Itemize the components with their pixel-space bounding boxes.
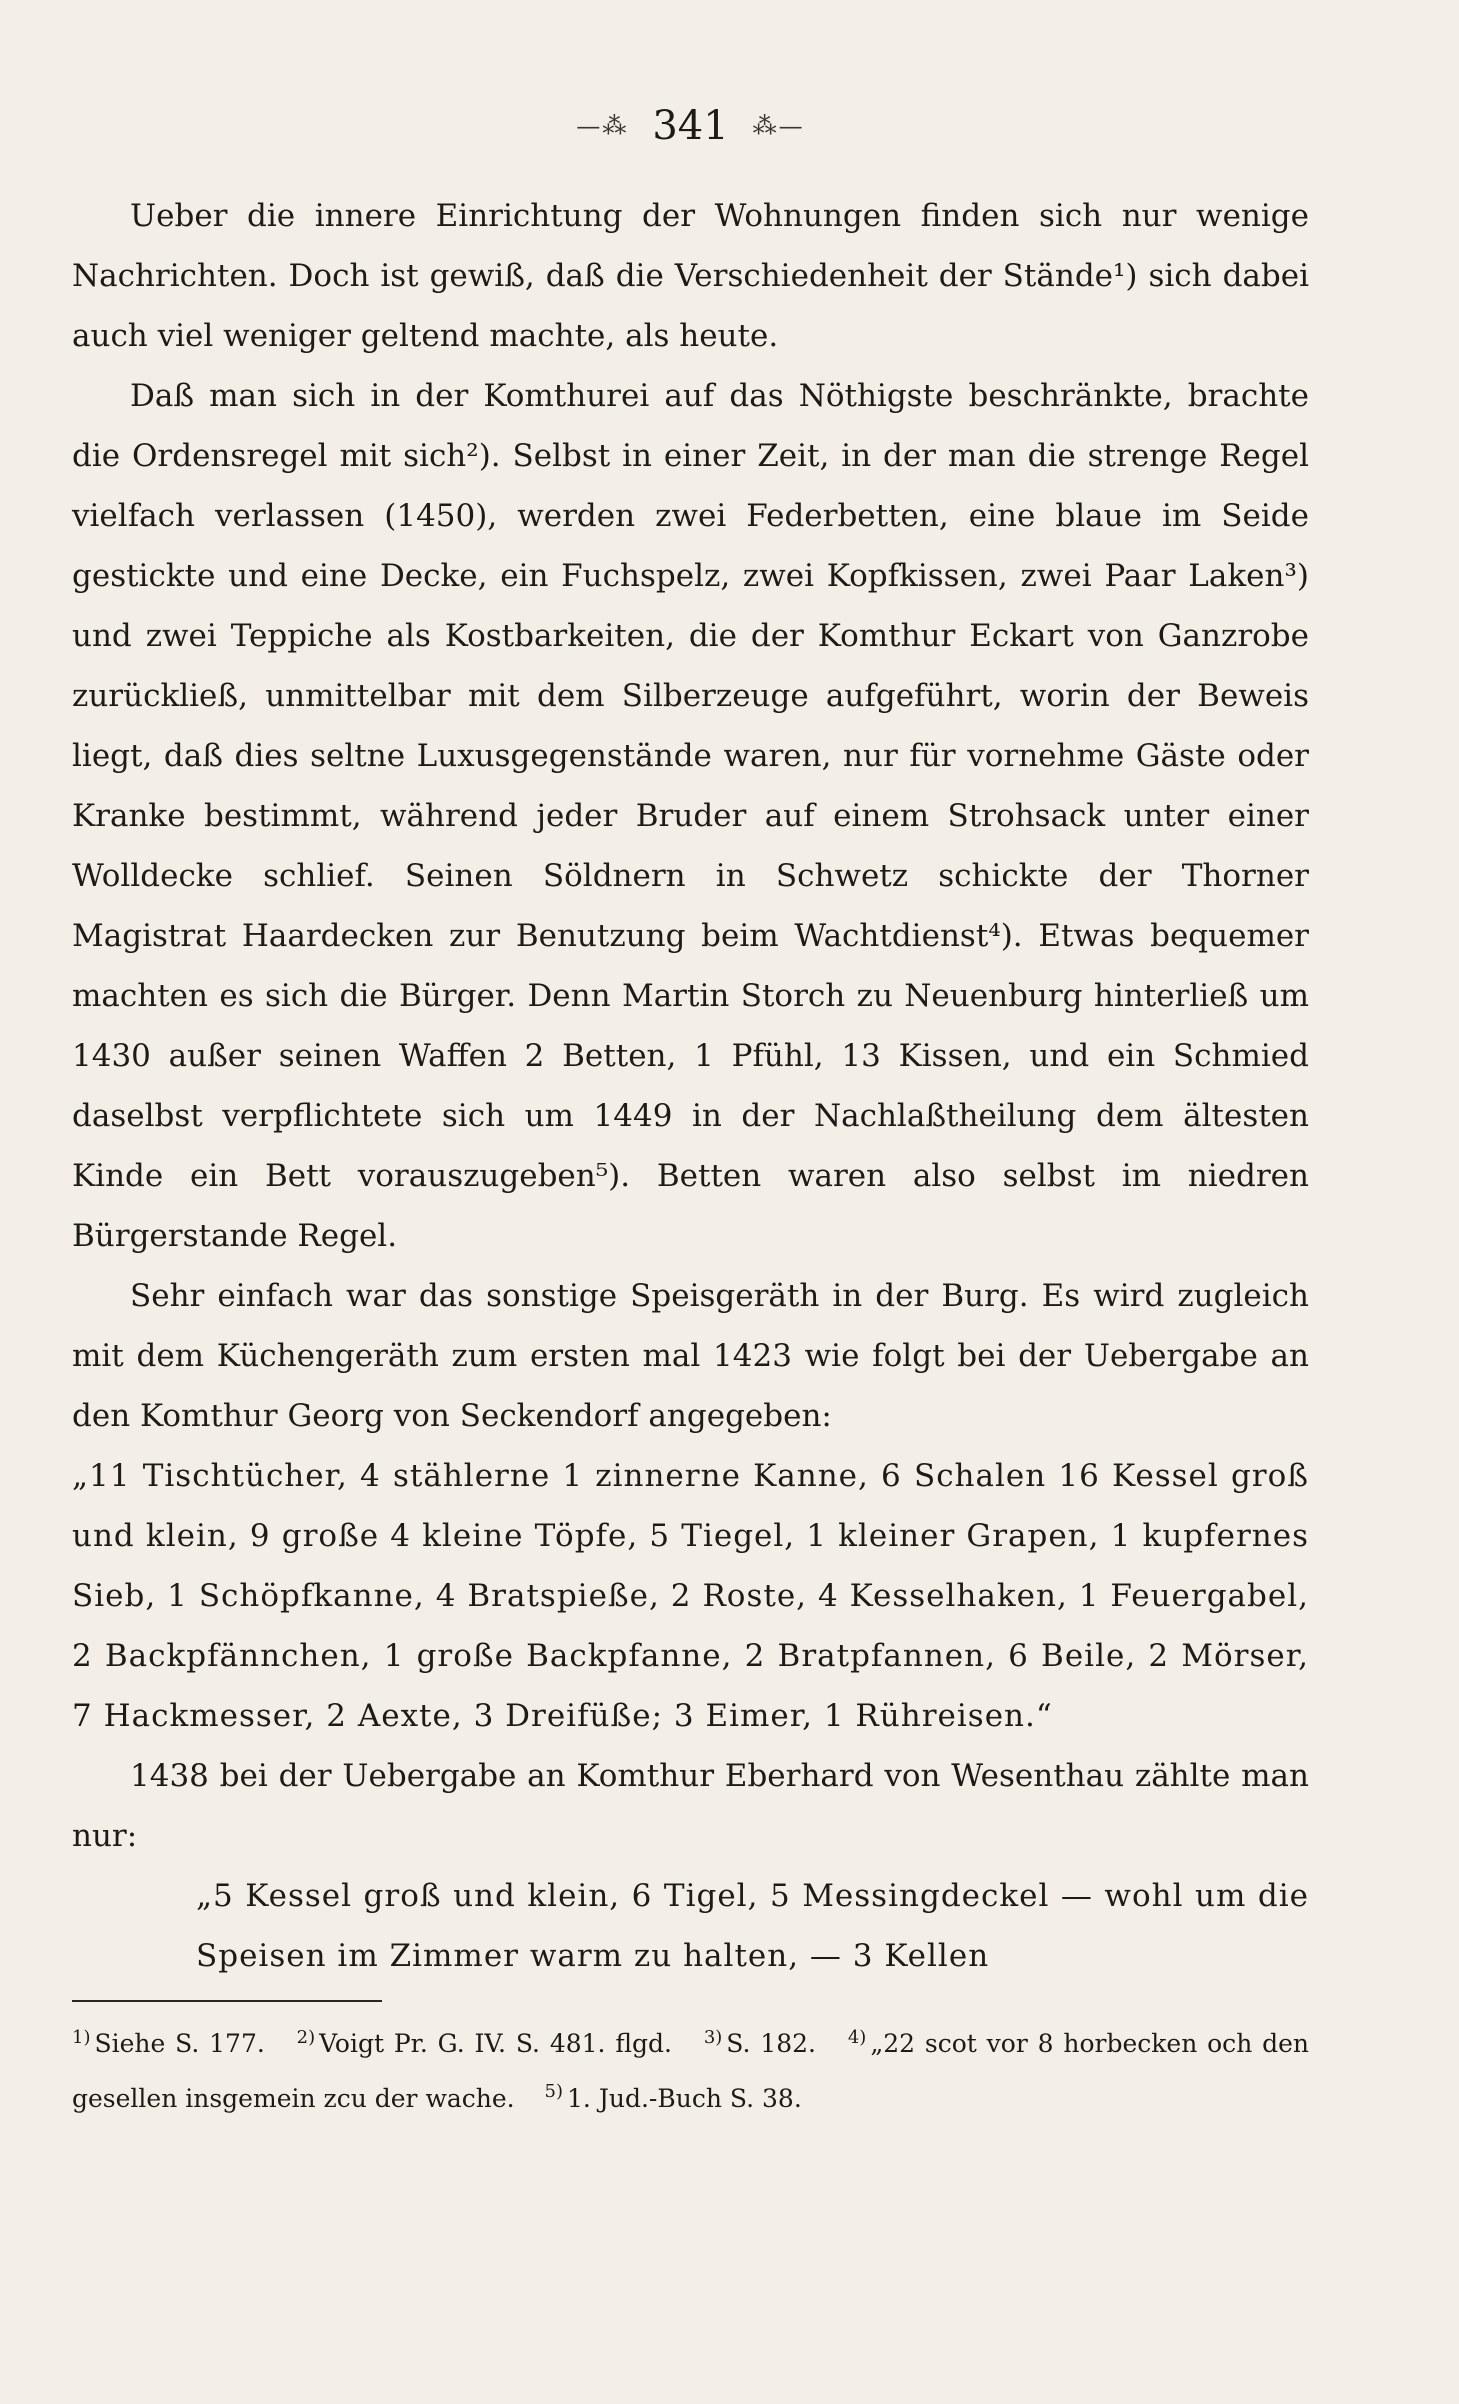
footnote-5: $^{5)}$ 1. Jud.-Buch S. 38. (544, 2081, 802, 2113)
quote-inventory-1423: „11 Tischtücher, 4 stählerne 1 zinnerne Kanne, 6 Schalen 16 Kessel groß und klein, 9 große 4 kleine Töpfe, 5 Tiegel, 1 kleiner Grapen, 1 kupfernes Sieb, 1 Schöpfkanne, 4 Bratspieße, 2 Roste, 4 Kesselhaken, 1 Feuergabel, 2 Backpfännchen, 1 große Backpfanne, 2 Bratpfannen, 6 Beile, 2 Mörser, 7 Hackmesser, 2 Aexte, 3 Dreifüße; 3 Eimer, 1 Rühreisen.“ (72, 1458, 1309, 1734)
page-header (72, 96, 1309, 156)
paragraph-1: Ueber die innere Einrichtung der Wohnungen finden sich nur wenige Nachrichten. Doch ist gewiß, daß die Verschiedenheit der Stände¹) sich dabei auch viel weniger geltend machte, als heute. (72, 198, 1309, 354)
footnote-divider (72, 2000, 382, 2002)
paragraph-4: 1438 bei der Uebergabe an Komthur Eberhard von Wesenthau zählte man nur: (72, 1758, 1309, 1854)
footnote-3: $^{3)}$ S. 182. (703, 2027, 816, 2059)
body-text (72, 186, 1309, 1986)
footnote-text (72, 2014, 1309, 2123)
footnote-2: $^{2)}$ Voigt Pr. G. IV. S. 481. flgd. (296, 2027, 672, 2059)
page-number: 341 (652, 103, 729, 149)
right-ornament: ⁂— (752, 112, 805, 140)
footnote-1: $^{1)}$ Siehe S. 177. (72, 2027, 265, 2059)
left-ornament: —⁂ (576, 112, 629, 140)
footnotes (72, 2014, 1309, 2123)
footnote-4: $^{4)}$ „22 scot vor 8 horbecken och den gesellen insgemein zcu der wache. (72, 2027, 1310, 2113)
paragraph-3: Sehr einfach war das sonstige Speisgeräth in der Burg. Es wird zugleich mit dem Küchengeräth zum ersten mal 1423 wie folgt bei der Uebergabe an den Komthur Georg von Seckendorf angegeben: (72, 1278, 1309, 1434)
quote-inventory-1438: „5 Kessel groß und klein, 6 Tigel, 5 Messingdeckel — wohl um die Speisen im Zimmer warm zu halten, — 3 Kellen (196, 1878, 1309, 1974)
paragraph-2: Daß man sich in der Komthurei auf das Nöthigste beschränkte, brachte die Ordensregel mit sich²). Selbst in einer Zeit, in der man die strenge Regel vielfach verlassen (1450), werden zwei Federbetten, eine blaue im Seide gestickte und eine Decke, ein Fuchspelz, zwei Kopfkissen, zwei Paar Laken³) und zwei Teppiche als Kostbarkeiten, die der Komthur Eckart von Ganzrobe zurückließ, unmittelbar mit dem Silberzeuge aufgeführt, worin der Beweis liegt, daß dies seltne Luxusgegenstände waren, nur für vornehme Gäste oder Kranke bestimmt, während jeder Bruder auf einem Strohsack unter einer Wolldecke schlief. Seinen Söldnern in Schwetz schickte der Thorner Magistrat Haardecken zur Benutzung beim Wachtdienst⁴). Etwas bequemer machten es sich die Bürger. Denn Martin Storch zu Neuenburg hinterließ um 1430 außer seinen Waffen 2 Betten, 1 Pfühl, 13 Kissen, und ein Schmied daselbst verpflichtete sich um 1449 in der Nachlaßtheilung dem ältesten Kinde ein Bett vorauszugeben⁵). Betten waren also selbst im niedren Bürgerstande Regel. (72, 378, 1309, 1254)
